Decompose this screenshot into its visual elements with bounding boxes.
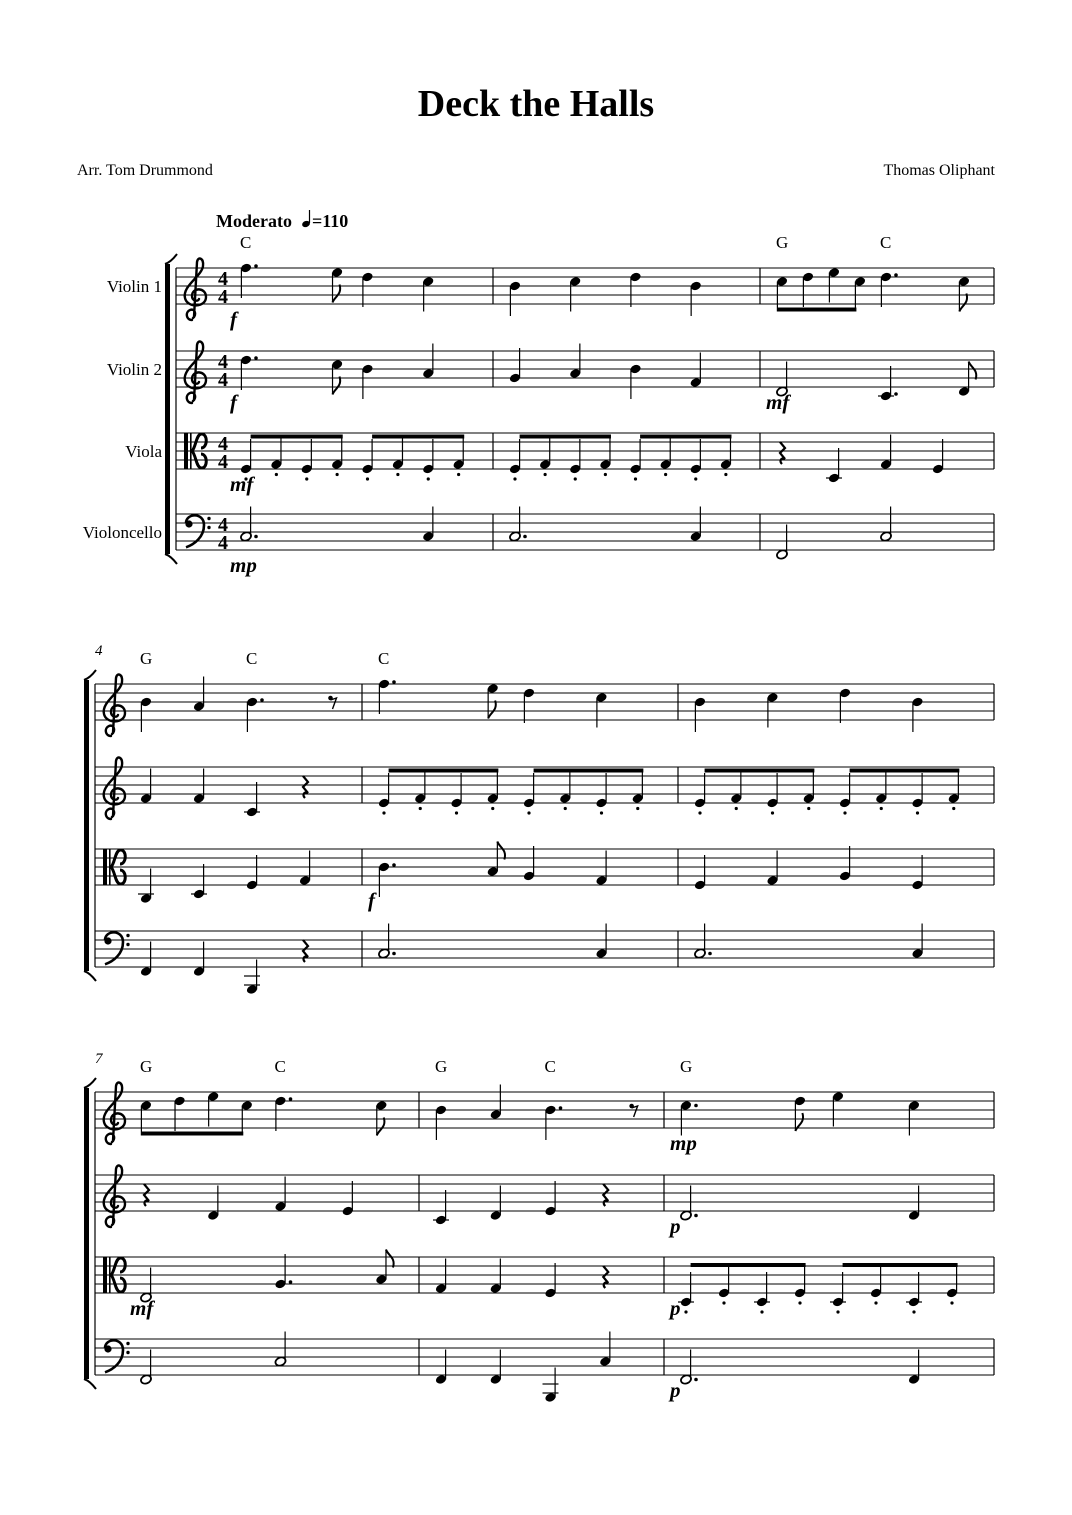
dynamic-mark: mf — [230, 472, 254, 496]
note-beam — [777, 308, 856, 312]
staccato-dot — [694, 477, 697, 480]
voice — [140, 677, 337, 733]
quarter-rest-icon — [144, 1184, 149, 1206]
note-flag — [969, 362, 977, 380]
staccato-dot — [604, 473, 607, 476]
quarter-rest-icon — [780, 442, 785, 464]
note-beam — [850, 769, 960, 773]
time-signature-bottom: 4 — [218, 286, 228, 308]
augmentation-dot — [260, 698, 264, 702]
quarter-rest-icon — [603, 1184, 608, 1206]
dynamic-mark: p — [670, 1296, 681, 1320]
staccato-dot — [574, 477, 577, 480]
staccato-dot — [771, 811, 774, 814]
voice — [694, 846, 924, 891]
staff — [95, 1257, 994, 1293]
voice — [140, 1332, 287, 1386]
system — [84, 643, 994, 995]
staccato-dot — [735, 807, 738, 810]
voice — [668, 1263, 958, 1320]
staff — [95, 1339, 994, 1375]
staccato-dot — [684, 1310, 687, 1313]
chord-symbol: C — [274, 1057, 286, 1076]
dynamic-mark: f — [230, 390, 237, 414]
note-flag — [333, 285, 341, 303]
system-bracket — [84, 680, 89, 971]
chord-symbol: G — [140, 1057, 153, 1076]
quarter-rest-icon — [303, 940, 308, 962]
measure — [230, 233, 465, 577]
note-flag — [959, 294, 967, 312]
measure — [433, 1057, 638, 1403]
quarter-rest-icon — [303, 776, 308, 798]
measure — [138, 649, 337, 995]
tempo-bpm: =110 — [312, 211, 349, 231]
staff — [125, 433, 994, 473]
staccato-dot — [798, 1301, 801, 1304]
chord-symbol: C — [246, 649, 258, 668]
note-beam — [640, 435, 731, 439]
voice — [509, 271, 702, 316]
voice — [694, 687, 924, 732]
measure — [509, 271, 732, 542]
augmentation-dot — [559, 1106, 563, 1110]
system-bracket — [84, 1088, 89, 1379]
staccato-dot — [396, 473, 399, 476]
dynamic-mark: mf — [766, 390, 790, 414]
staccato-dot — [912, 1310, 915, 1313]
voice — [378, 924, 608, 960]
voice — [368, 842, 608, 913]
arranger-credit: Arr. Tom Drummond — [77, 162, 213, 179]
note-beam — [141, 1132, 243, 1136]
staff — [95, 849, 994, 885]
staccato-dot — [836, 1310, 839, 1313]
voice — [378, 769, 644, 815]
staff — [83, 514, 994, 554]
voice — [433, 1181, 608, 1226]
system — [84, 1051, 994, 1403]
instrument-name: Viola — [125, 442, 162, 461]
system — [83, 210, 994, 577]
chord-symbol: G — [776, 233, 789, 252]
bass-clef-icon — [104, 932, 129, 964]
staccato-dot — [950, 1301, 953, 1304]
augmentation-dot — [254, 264, 258, 268]
staccato-dot — [807, 807, 810, 810]
chord-symbol: G — [680, 1057, 693, 1076]
note-beam — [389, 769, 499, 773]
augmentation-dot — [694, 1378, 698, 1382]
note-beam — [372, 435, 464, 439]
score-title: Deck the Halls — [417, 83, 655, 125]
voice — [230, 507, 435, 578]
voice — [140, 1091, 388, 1136]
note-beam — [251, 435, 343, 439]
measure-number: 4 — [95, 643, 103, 659]
staccato-dot — [455, 811, 458, 814]
measure — [668, 1057, 958, 1402]
dynamic-mark: p — [670, 1214, 681, 1238]
instrument-name: Violin 1 — [106, 277, 162, 296]
staccato-dot — [634, 477, 637, 480]
voice — [230, 344, 435, 415]
staccato-dot — [636, 807, 639, 810]
voice — [230, 262, 435, 331]
staccato-dot — [843, 811, 846, 814]
staccato-dot — [513, 477, 516, 480]
staccato-dot — [724, 473, 727, 476]
measure — [130, 1057, 394, 1385]
staccato-dot — [698, 811, 701, 814]
staccato-dot — [336, 473, 339, 476]
voice — [509, 507, 702, 543]
staccato-dot — [874, 1301, 877, 1304]
dynamic-mark: mp — [230, 553, 257, 577]
composer-credit: Thomas Oliphant — [883, 162, 995, 179]
augmentation-dot — [254, 535, 258, 539]
dynamic-mark: f — [368, 888, 375, 912]
staccato-dot — [427, 477, 430, 480]
staff — [95, 931, 994, 967]
quarter-rest-icon — [603, 1266, 608, 1288]
augmentation-dot — [289, 1280, 293, 1284]
staff — [95, 1166, 994, 1227]
staccato-dot — [760, 1310, 763, 1313]
staccato-dot — [382, 811, 385, 814]
note-flag — [377, 1118, 385, 1136]
augmentation-dot — [694, 1214, 698, 1218]
chord-symbol: C — [880, 233, 892, 252]
staccato-dot — [952, 807, 955, 810]
time-signature-top: 4 — [218, 514, 228, 536]
staccato-dot — [722, 1301, 725, 1304]
staff — [95, 675, 994, 736]
time-signature-bottom: 4 — [218, 369, 228, 391]
note-beam — [520, 435, 611, 439]
chord-symbol: C — [544, 1057, 556, 1076]
staccato-dot — [600, 811, 603, 814]
augmentation-dot — [708, 952, 712, 956]
augmentation-dot — [392, 952, 396, 956]
time-signature-bottom: 4 — [218, 532, 228, 554]
voice — [138, 851, 311, 905]
note-beam — [705, 769, 815, 773]
staccato-dot — [527, 811, 530, 814]
staff — [95, 758, 994, 819]
measure — [766, 233, 976, 560]
measure-number: 7 — [95, 1051, 103, 1067]
note-beam — [691, 1263, 806, 1267]
voice — [435, 1332, 612, 1404]
note-flag — [386, 1250, 394, 1268]
staccato-dot — [305, 477, 308, 480]
augmentation-dot — [894, 392, 898, 396]
staccato-dot — [457, 473, 460, 476]
staccato-dot — [491, 807, 494, 810]
time-signature-top: 4 — [218, 268, 228, 290]
note-flag — [497, 842, 505, 860]
voice — [140, 940, 308, 995]
time-signature-top: 4 — [218, 351, 228, 373]
note-flag — [333, 377, 341, 395]
note-beam — [534, 769, 644, 773]
staccato-dot — [419, 807, 422, 810]
staccato-dot — [275, 473, 278, 476]
voice — [694, 924, 924, 960]
time-signature-top: 4 — [218, 433, 228, 455]
voice — [694, 769, 960, 815]
bass-clef-icon — [104, 1340, 129, 1372]
instrument-name: Violoncello — [82, 523, 162, 542]
voice — [776, 267, 971, 312]
tempo-text: Moderato — [216, 211, 292, 231]
augmentation-dot — [392, 680, 396, 684]
chord-symbol: C — [378, 649, 390, 668]
staccato-dot — [916, 811, 919, 814]
voice — [130, 1250, 394, 1321]
chord-symbol: G — [140, 649, 153, 668]
time-signature-bottom: 4 — [218, 451, 228, 473]
staccato-dot — [880, 807, 883, 810]
augmentation-dot — [254, 356, 258, 360]
augmentation-dot — [694, 1104, 698, 1108]
staccato-dot — [564, 807, 567, 810]
dynamic-mark: p — [670, 1378, 681, 1402]
voice — [509, 344, 702, 400]
system-bracket — [165, 264, 170, 554]
voice — [509, 435, 732, 481]
voice — [230, 435, 465, 497]
dynamic-mark: mp — [670, 1131, 697, 1155]
staff — [107, 259, 994, 320]
dynamic-mark: mf — [130, 1296, 154, 1320]
voice — [435, 1085, 638, 1141]
voice — [144, 1177, 354, 1222]
augmentation-dot — [392, 863, 396, 867]
chord-symbol: G — [435, 1057, 448, 1076]
note-beam — [843, 1263, 958, 1267]
augmentation-dot — [894, 273, 898, 277]
tempo-marking — [216, 210, 348, 231]
measure — [368, 649, 644, 959]
staff — [107, 342, 994, 403]
staccato-dot — [544, 473, 547, 476]
bass-clef-icon — [185, 515, 210, 547]
voice — [776, 507, 893, 561]
dynamic-mark: f — [230, 307, 237, 331]
augmentation-dot — [289, 1097, 293, 1101]
instrument-name: Violin 2 — [106, 360, 162, 379]
staccato-dot — [366, 477, 369, 480]
staccato-dot — [664, 473, 667, 476]
chord-symbol: C — [240, 233, 252, 252]
note-flag — [488, 701, 496, 719]
measure — [694, 687, 960, 959]
augmentation-dot — [523, 535, 527, 539]
